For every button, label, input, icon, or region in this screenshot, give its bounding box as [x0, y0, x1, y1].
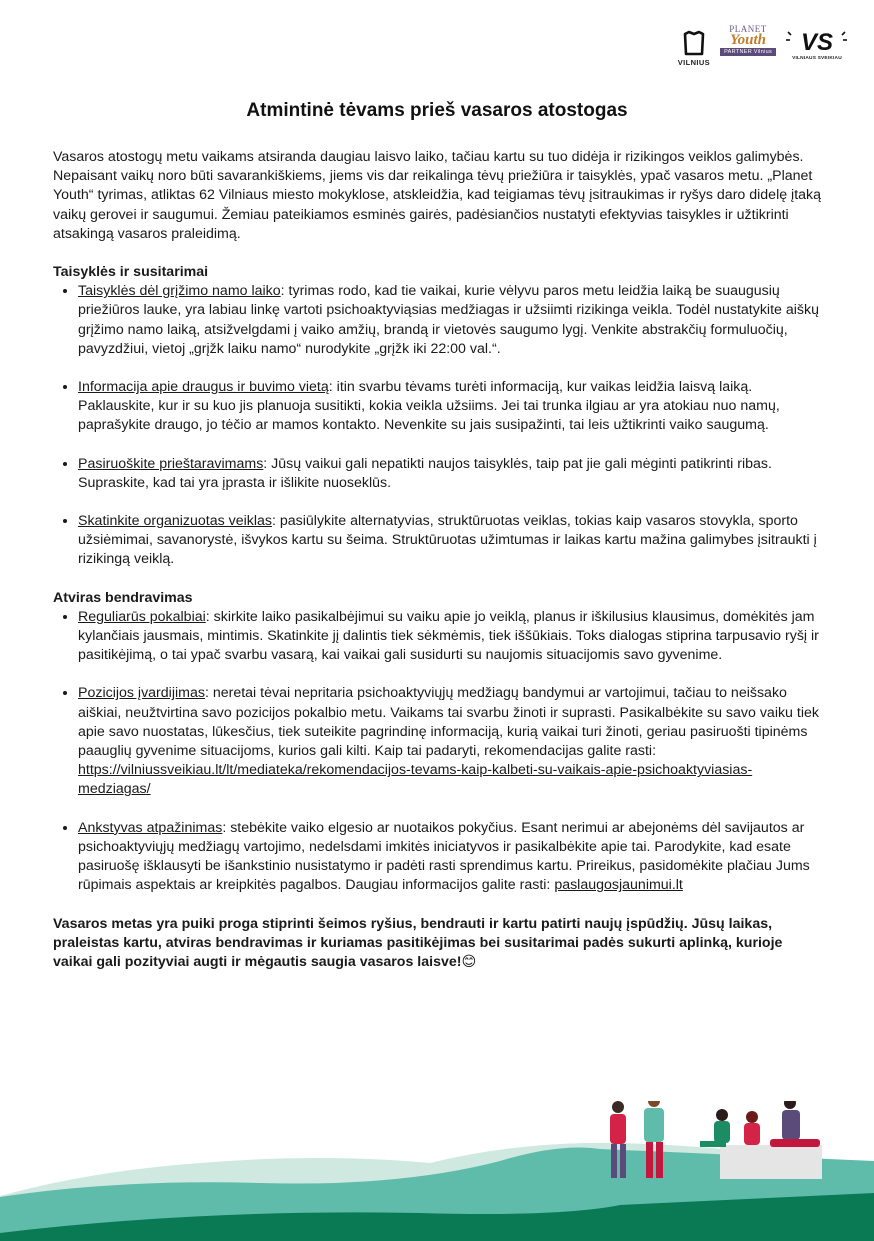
vilniussveikiau-logo — [786, 28, 848, 61]
smile-emoji-icon: 😊 — [461, 953, 477, 970]
intro-paragraph: Vasaros atostogų metu vaikams atsiranda daugiau laisvo laiko, tačiau kartu su tuo didėja ir rizikingos veiklos galimybės. Nepaisant vaikų noro būti savarankiškiems, jiems vis dar reikalinga tėvų priežiūra ir taisyklės, ypač vasaros metu. „Planet Youth“ tyrimas, atliktas 62 Vilniaus miesto mokyklose, atskleidžia, kad teigiamas tėvų įsitraukimas ir ryšys daro didelę įtaką vaikų gerovei ir saugumui. Žemiau pateikiamos esminės gairės, padėsiančios nustatyti efektyvias taisykles ir užtikrinti atsakingą vasaros praleidimą. — [53, 149, 822, 242]
vilnius-logo-text: VILNIUS — [677, 58, 711, 67]
communication-list — [53, 608, 823, 896]
item-text: : Jūsų vaikui gali nepatikti naujos taisyklės, taip pat jie gali mėginti patikrinti ribas. Supraskite, kad tai yra įprasta ir išlikite nuoseklūs. — [78, 455, 772, 491]
closing-text: Vasaros metas yra puiki proga stiprinti šeimos ryšius, bendrauti ir kartu patirti naujų įspūdžių. Jūsų laikas, praleistas kartu, atviras bendravimas ir kuriamas pasitikėjimas bei susitarimai padės sukurti aplinką, kurioje vaikai gali pozityviai augti ir mėgautis saugia vasaros laisve! — [53, 915, 783, 970]
list-item — [78, 608, 823, 666]
item-term: Informacija apie draugus ir buvimo vietą — [78, 379, 329, 396]
item-term: Reguliarūs pokalbiai — [78, 608, 206, 625]
list-item — [78, 455, 823, 493]
planet-youth-line1: PLANET — [729, 24, 767, 34]
planet-youth-logo — [720, 24, 776, 56]
section-heading-communication: Atviras bendravimas — [53, 589, 193, 606]
list-item — [78, 684, 823, 799]
services-link[interactable]: paslaugosjaunimui.lt — [554, 877, 683, 894]
list-item — [78, 819, 823, 896]
document-body — [53, 148, 823, 972]
section-heading-rules: Taisyklės ir susitarimai — [53, 264, 209, 281]
footer-illustration — [0, 1101, 874, 1241]
vs-mark-text: VS — [800, 29, 834, 54]
vilnius-logo — [678, 28, 710, 67]
item-term: Pozicijos įvardijimas — [78, 685, 205, 702]
item-term: Pasiruoškite prieštaravimams — [78, 455, 264, 472]
header-logos — [677, 24, 848, 67]
vilnius-castle-icon — [680, 28, 708, 56]
planet-youth-partner: PARTNER Vilnius — [720, 48, 776, 56]
item-text: : pasiūlykite alternatyvias, struktūruotas veiklas, tokias kaip vasaros stovykla, sporto užsiėmimai, savanorystė, išvykos kartu su šeima. Struktūruotas užimtumas ir laikas kartu mažina galimybes įsitraukti į rizikingą veiklą. — [78, 513, 817, 568]
item-term: Skatinkite organizuotas veiklas — [78, 513, 272, 530]
page-title: Atmintinė tėvams prieš vasaros atostogas — [246, 100, 628, 121]
item-text: : stebėkite vaiko elgesio ar nuotaikos pokyčius. Esant nerimui ar abejonėms dėl savijautos ar psichoaktyviųjų medžiagų vartojimo, nedelsdami imkitės iniciatyvos ir pasikalbėkite apie tai. Parodykite, kad esate pasiruošę išklausyti be išankstinio nusistatymo ir padėti rasti sprendimus kartu. Prireikus, pasidomėkite plačiau Jums rūpimais aspektais ar kreipkitės pagalbos. Daugiau informacijos galite rasti: — [78, 819, 810, 894]
recommendations-link[interactable]: https://vilniussveikiau.lt/lt/mediateka/rekomendacijos-tevams-kaip-kalbeti-su-vaikais-apie-psichoaktyviasias-medziagas/ — [78, 762, 753, 798]
item-term: Taisyklės dėl grįžimo namo laiko — [78, 283, 281, 300]
item-text: : tyrimas rodo, kad tie vaikai, kurie vėlyvu paros metu leidžia laiką be suaugusių priežiūros lauke, yra labiau linkę vartoti psichoaktyviąsias medžiagas ir užsiimti rizikinga veikla. Todėl nustatykite aiškų grįžimo namo laiką, atsižvelgdami į vaiko amžių, brandą ir vietovės saugumo lygį. Venkite abstrakčių formuluočių, pavyzdžiui, vietoj „grįžk laiku namo“ nurodykite „grįžk iki 22:00 val.“. — [78, 283, 819, 357]
item-term: Ankstyvas atpažinimas — [78, 819, 223, 836]
vs-caption: VILNIAUS SVEIKIAU — [792, 56, 842, 61]
list-item — [78, 378, 823, 436]
rules-list — [53, 282, 823, 569]
closing-paragraph — [53, 915, 823, 973]
item-text: : neretai tėvai nepritaria psichoaktyviųjų medžiagų bandymui ar vartojimui, tačiau to neišsako aiškiai, neužtvirtina savo pozicijos pokalbio metu. Vaikams tai svarbu žinoti ir suprasti. Pasikalbėkite su savo vaiku tiek apie savo nuostatas, lūkesčius, tiek suteikite pagrindinę informaciją, kurią vaikai turi žinoti, geriau pasiruošti tipinėms paauglių gyvenime situacijoms, kurios gali kilti. Kaip tai padaryti, rekomendacijas galite rasti: — [78, 685, 819, 760]
planet-youth-line2: Youth — [730, 32, 766, 48]
vs-mark-icon — [786, 28, 848, 54]
item-text: : skirkite laiko pasikalbėjimui su vaiku apie jo veiklą, planus ir iškilusius klausimus, domėkitės jam kylančiais jausmais, mintimis. Skatinkite jį dalintis tiek sėkmėmis, tiek iššūkiais. Toks dialogas stiprina tarpusavio ryšį ir pasitikėjimą, o tai ypač svarbu vasarą, kai vaikai gali susidurti su naujomis situacijomis savo gyvenime. — [78, 608, 819, 664]
list-item — [78, 282, 823, 359]
list-item — [78, 512, 823, 570]
item-text: : itin svarbu tėvams turėti informaciją, kur vaikas leidžia laisvą laiką. Paklauskite, kur ir su kuo jis planuoja susitikti, kokia veikla užsiims. Jei tai trunka ilgiau ar yra atokiau nuo namų, paprašykite draugo, jo tėčio ar mamos kontakto. Nevenkite su jais susipažinti, tai leis užtikrinti vaiko saugumą. — [78, 379, 780, 434]
